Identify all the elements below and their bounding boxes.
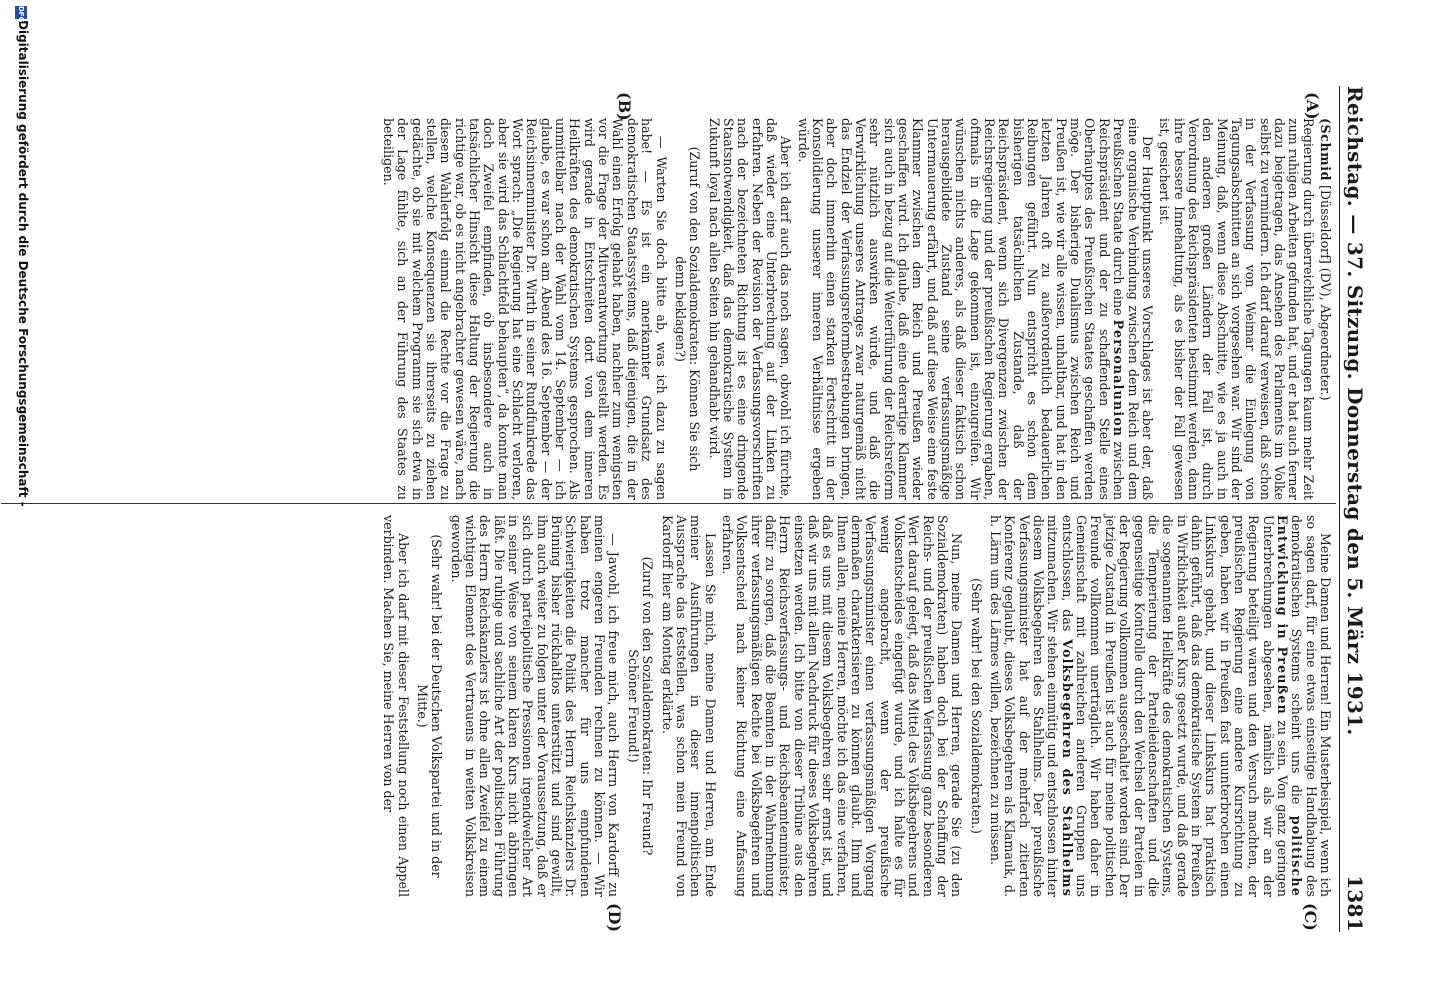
paragraph-text: Lassen Sie mich, meine Damen und Herren, am Ende meiner Ausführungen in dieser innenpolitischen Aussprache das feststellen, was schon mein Freund von Kardorff hier am Montag erklärte. (659, 515, 718, 897)
paragraph (720, 515, 964, 897)
emphasized-term: politische Entwicklung in Preußen (1274, 515, 1305, 897)
paragraph (1157, 118, 1315, 500)
dfg-logo: DFG (17, 6, 25, 23)
paragraph-text: zu sein. Von ganz geringen Unterbrechungen abgesehen, nämlich als wir an der Regierung beteiligt waren und den Versuch machten, der preußischen Regierung eine andere Kursrichtung zu geben, haben wir in Preußen fast ununterbrochen einen Linkskurs gehabt, und dieser Linkskurs hat praktisch dahin geführt, daß das demokratische System in Preußen in Wirklichkeit außer Kurs gesetzt wurde, und daß gerade die sogenannten Heilkräfte des demokratischen Systems, die Temperierung der Parteileidenschaften und die gegenseitige Kontrolle durch den Wechsel der Parteien in der Regierung vollkommen ausgeschaltet worden sind. Der jetzige Zustand in Preußen ist auch für meine politischen Freunde vollkommen unerträglich. Wir haben daher in Gemeinschaft mit zahlreichen anderen Gruppen uns entschlossen, das (1059, 515, 1290, 897)
paragraph (381, 515, 410, 897)
paragraph (659, 515, 716, 897)
emphasized-term: Personalunion (1111, 319, 1127, 438)
interjection (626, 533, 655, 879)
right-column (378, 515, 1332, 897)
speaker-affiliation: [Düsseldorf] (DV), Abgeordneter.) (1318, 181, 1333, 401)
digitization-credit: Digitalisierung gefördert durch die Deutsche Forschungsgemeinschaft - (16, 20, 30, 507)
paragraph-text: mitzumachen. Wir stehen einmütig und entschlossen hinter diesem Volksbegehren des Stahlhelms. Der preußische Verfassungsminister hat auf der mehrfach zitierten Konferenz geglaubt, dieses Volksbegehren als Klamauk, d. h. Lärm um des Lärmes willen, bezeichnen zu müssen. (988, 515, 1061, 897)
paragraph (795, 118, 1154, 500)
margin-marker-c: (C) (1301, 903, 1320, 931)
page-header (1339, 86, 1370, 932)
paragraph-text: Aber ich darf auch das noch sagen, obwohl ich fürchte, daß wieder eine Unterbrechung auf der Linken zu erfahren. Neben der Revision der Verfassungsvorschriften nach der bezeichneten Richtung ist es eine dringende Staatsnotwendigkeit, daß das demokratische System in Zukunft loyal nach allen Seiten hin gehandhabt wird. (706, 118, 794, 500)
paragraph-text: Der Hauptpunkt unseres Vorschlages ist aber der, daß eine organische Verbindung zwischen dem Reich und dem Preußischen Staate durch eine (1111, 118, 1155, 500)
interjection (415, 533, 444, 879)
paragraph (988, 515, 1332, 897)
interjection-text: (Sehr wahr! bei der Deutschen Volkspartei und in der Mitte.) (415, 534, 445, 878)
paragraph-text: Regierung durch überreichliche Tagungen kaum mehr Zeit zum ruhigen Arbeiten gefunden hat, und er hat auch ferner dazu beigetragen, das Ansehen des Parlaments im Volke selbst zu vermindern. Ich darf darauf verweisen, daß schon in der Verfassung von Weimar die Einlegung von Tagungsabschnitten an sich vorgesehen war. Wir sind der Meinung, daß, wenn diese Abschnitte, wie es ja auch in den anderen großen Ländern der Fall ist, durch Verordnung des Reichspräsidenten bestimmt werden, dann ihre bessere Innehaltung, als es bisher der Fall gewesen ist, gesichert ist. (1157, 118, 1316, 500)
speaker-line (1318, 118, 1332, 500)
paragraph (448, 515, 620, 897)
paragraph (381, 118, 668, 500)
paragraph-text: — Warten Sie doch bitte ab, was ich dazu zu sagen habe! — Es ist ein anerkannter Grundsatz des demokratischen Staatssystems, daß diejenigen, die in der Wahl einen Erfolg gehabt haben, nachher zum wenigsten vor die Frage der Mitverantwortung gestellt werden. Es wird gerade in Entschreiten dort von dem inneren Heilkräften des demokratischen Systems gesprochen. Als unmittelbar nach der Wahl vom 14. September — ich glaube, es war schon am Abend des 16. September — der Reichsinnenminister Dr. Wirth in seiner Rundfunkrede das Wort sprach: „Die Regierung hat eine Schlacht verloren, aber sie wird das Schlachtfeld behaupten“, da konnte man doch Zweifel empfinden, ob insbesondere auch in tatsächlicher Hinsicht diese Haltung der Regierung die richtige war, ob es nicht angebrachter gewesen wäre, nach diesem Wahlerfolg einmal die Rechte vor die Frage zu stellen, welche Konsequenzen sie ihrerseits zu ziehen gedächte, ob sie mit welchem Programm sie sich etwa in der Lage fühlte, sich an der Führung des Staates zu beteiligen. (381, 118, 669, 500)
paragraph-text: Nun, meine Damen und Herren, gerade Sie (zu den Sozialdemokraten) haben doch bei der Schaffung der Reichs- und der preußischen Verfassung ganz besonderen Wert darauf gelegt, daß das Mittel des Volksbegehrens und Volksentscheides eingefügt wurde, und ich halte es für wenig angebracht, wenn der preußische Verfassungsminister einen verfassungsmäßigen Vorgang dermaßen charakterisieren zu können glaubt. Ihm und Ihnen allen, meine Herren, möchte ich das eine verfahren, daß es uns mit diesem Volksbegehren sehr ernst ist, und daß wir uns mit allem Nachdruck für dieses Volksbegehren einsetzen werden. Ich bitte von dieser Tribüne aus den Herrn Reichsverfassungs- und Reichsbeamtenminister, dafür zu sorgen, daß die Beamten in der Wahrnehmung ihrer verfassungsmäßigen Rechte bei Volksbegehren und Volksentscheid nach keiner Richtung eine Anfassung erfahren. (719, 515, 965, 897)
left-column (378, 118, 1332, 500)
margin-marker-a: (A) (1303, 92, 1322, 120)
paragraph-text: Aber ich darf mit dieser Feststellung noch einen Appell verbinden. Machen Sie, meine Herren von der (381, 515, 411, 897)
paragraph-text: zwischen Reichspräsident und der zu schaffenden Stelle eines Oberhauptes des Preußischen Staates geschaffen werden möge. Der bisherige Dualismus zwischen Reich und Preußen ist, wie wir alle wissen, unhaltbar, und hat in den letzten Jahren oft zu außerordentlich bedauerlichen Reibungen geführt. Nun entspricht es schon dem bisherigen tatsächlichen Zustande, daß der Reichspräsident, wenn sich Divergenzen zwischen der Reichsregierung und der preußischen Regierung ergaben, oftmals in die Lage gekommen ist, einzugreifen. Wir wünschen nichts anderes, als daß dieser faktisch schon herausgebildete Zustand seine verfassungsmäßige Untermauerung erfährt, und daß auf diese Weise eine feste Klammer zwischen dem Reich und Preußen wieder geschaffen wird. Ich glaube, daß eine derartige Klammer sich auch in bezug auf die Weiterführung der Reichsreform sehr nützlich auswirken würde, und daß die Verwirklichung unseres Antrages zwar naturgemäß nicht das Endziel der Verfassungsreformbestrebungen bringen, aber doch immerhin einen starken Fortschritt in der Konsolidierung unserer inneren Verhältnisse ergeben würde. (795, 118, 1127, 500)
paragraph (706, 118, 792, 500)
column-divider (1, 503, 1336, 504)
margin-marker-d: (D) (605, 903, 624, 933)
page-title: Reichstag. — 37. Sitzung. Donnerstag den 5. März 1931. (1343, 86, 1367, 736)
paragraph-text: Meine Damen und Herren! Ein Musterbeispiel, wenn ich so sagen darf, für eine etwas einseitige Handhabung des demokratischen Systems scheint uns die (1289, 515, 1333, 897)
paragraph-text: — Jawohl, ich freue mich, auch Herrn von Kardorff zu meinen engeren Freunden rechnen zu können. — Wir haben trotz mancher für uns empfundenen Schwierigkeiten die Politik des Herrn Reichskanzlers Dr. Brüning bisher rückhaltlos unterstützt und sind gewillt, ihm auch weiter zu folgen unter der Voraussetzung, daß er sich durch parteipolitische Pressionen irgendwelcher Art in seiner Weise von seinem klaren Kurs nicht abbringen läßt. Die ruhige und sachliche Art der politischen Führung des Herrn Reichskanzlers ist ohne allen Zweifel zu einem wichtigen Element des Vertrauens in weiten Volkskreisen geworden. (448, 515, 622, 897)
interjection-text: (Zuruf von den Sozialdemokraten: Ihr Freund? Schöner Freund!) (625, 556, 656, 856)
margin-marker-b: (B) (615, 92, 634, 121)
interjection-text: (Zuruf von den Sozialdemokraten: Können Sie sich denn beklagen?) (672, 146, 703, 472)
page-number: 1381 (1343, 875, 1367, 932)
interjection-text: (Sehr wahr! bei den Sozialdemokraten.) (968, 578, 984, 834)
speaker-name: (Schmid (1318, 118, 1333, 181)
interjection (673, 136, 702, 482)
emphasized-term: Volksbegehren des Stahlhelms (1059, 639, 1075, 897)
interjection (968, 533, 982, 879)
